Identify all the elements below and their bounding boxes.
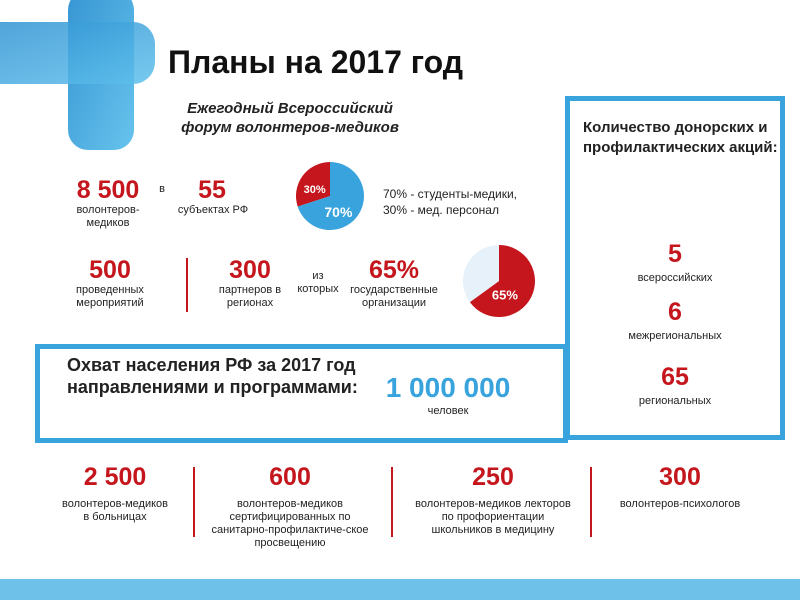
of-which-label: из которых [297,270,339,295]
donor-value-interregional: 6 [668,298,682,326]
pie-data-label: 65% [491,287,518,303]
page-title: Планы на 2017 год [168,44,464,80]
gov-label: государственные организации [350,284,438,309]
donor-title: Количество донорских и профилактических акций: [583,119,778,156]
donor-label-interregional: межрегиональных [628,330,722,342]
bottom-value-psychologists: 300 [659,463,701,491]
bottom-label-lecturers: волонтеров-медиков лекторов по профориентации школьников в медицину [415,498,571,536]
donor-value-all-russia: 5 [668,240,682,268]
bottom-value-certified: 600 [269,463,311,491]
regions-label: субъектах РФ [177,204,249,216]
subtitle: Ежегодный Всероссийский форум волонтеров-медиков [181,100,399,136]
partners-label: партнеров в регионах [218,284,282,309]
volunteers-label: волонтеров-медиков [76,204,140,229]
pie-data-label: 30% [303,184,326,197]
coverage-unit: человек [427,405,469,417]
events-label: проведенных мероприятий [76,284,144,309]
volunteers-value: 8 500 [76,176,140,204]
regions-value: 55 [198,176,226,204]
pie-legend-line-1: 70% - студенты-медики, [383,187,517,201]
pie-legend-line-2: 30% - мед. персонал [383,203,499,217]
donor-value-regional: 65 [661,363,689,391]
in-word: в [159,183,165,195]
gov-value: 65% [368,256,420,284]
divider [391,467,393,537]
events-value: 500 [89,256,131,284]
bottom-value-hospitals: 2 500 [83,463,147,491]
pie-chart-students [295,161,365,231]
bottom-decor-bar [0,579,800,600]
partners-value: 300 [229,256,271,284]
pie-data-label: 70% [324,204,353,220]
bottom-value-lecturers: 250 [472,463,514,491]
pie-legend-1 [383,186,517,218]
divider [193,467,195,537]
medical-cross-logo [0,0,170,160]
donor-label-all-russia: всероссийских [637,272,713,284]
bottom-label-psychologists: волонтеров-психологов [619,498,741,510]
divider [590,467,592,537]
divider [186,258,188,312]
bottom-label-certified: волонтеров-медиков сертифицированных по санитарно-профилактиче-ское просвещению [211,498,369,549]
coverage-text: Охват населения РФ за 2017 год направлениями и программами: [67,355,358,397]
bottom-label-hospitals: волонтеров-медиков в больницах [61,498,168,523]
coverage-number: 1 000 000 [385,372,511,403]
donor-label-regional: региональных [638,395,712,407]
pie-chart-gov [462,244,536,318]
